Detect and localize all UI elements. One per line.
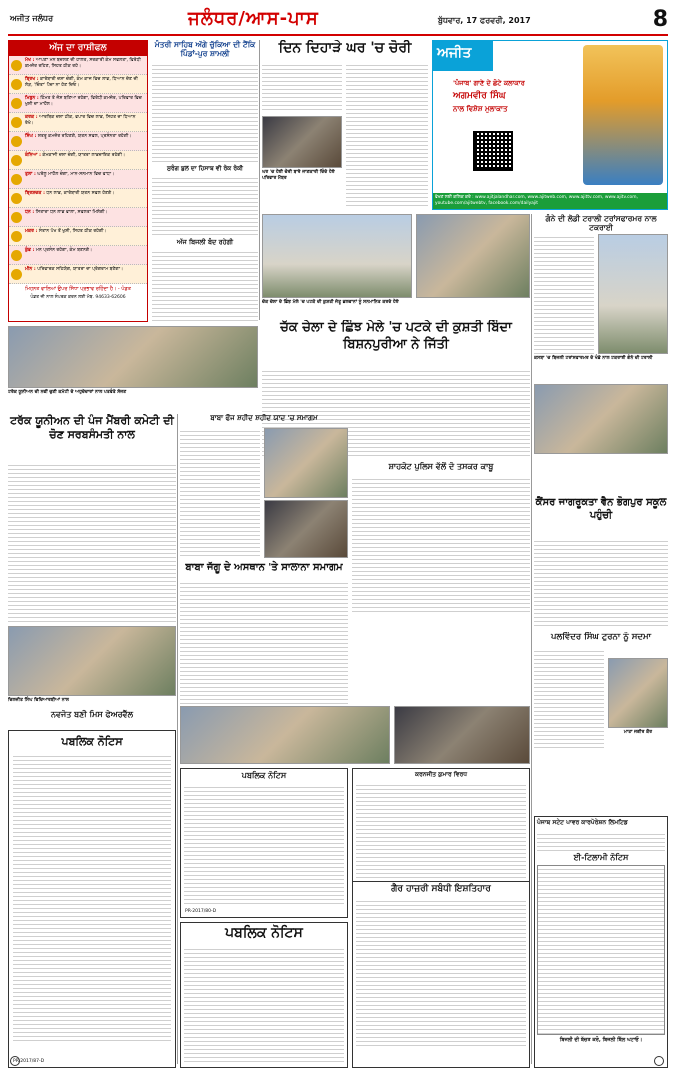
mantri-body-3 bbox=[152, 249, 258, 322]
rashifal-item bbox=[9, 189, 147, 208]
chori-body-b bbox=[346, 62, 428, 208]
cancer-body bbox=[534, 538, 668, 628]
union-headline-block bbox=[8, 414, 176, 460]
union-group-photo bbox=[8, 326, 258, 388]
pspcl-title: ਪੰਜਾਬ ਸਟੇਟ ਪਾਵਰ ਕਾਰਪੋਰੇਸ਼ਨ ਲਿਮਟਿਡ bbox=[537, 819, 628, 826]
rashifal-footer: ਮਿਹਨਤ ਵਾਲਿਆਂ ਉਪਰ ਸਿੱਧਾ ਪ੍ਰਭਾਵ ਰਹਿੰਦਾ ਹੈ। - ਪੰਡਤ bbox=[25, 286, 131, 293]
court-notice-title: ਕਰਨਜੀਤ ਕੁਮਾਰ ਵਿਰਧ bbox=[415, 771, 467, 778]
chori-photo bbox=[262, 116, 342, 168]
cancer-headline: ਕੈਂਸਰ ਜਾਗਰੂਕਤਾ ਵੈਨ ਭੋਗਪੁਰ ਸਕੂਲ ਪਹੁੰਚੀ bbox=[535, 497, 667, 521]
mela-story bbox=[180, 414, 348, 704]
public-notice-middle bbox=[180, 768, 348, 918]
rashifal-sign: ਸਿੰਘ : bbox=[25, 134, 37, 140]
trolley-photo bbox=[598, 234, 668, 354]
notice-ref-2: PR-2017/80-D bbox=[185, 909, 217, 915]
zodiac-sign-icon bbox=[11, 231, 22, 242]
rashifal-sign: ਕੰਨਿਆ : bbox=[25, 153, 41, 159]
rashifal-sign: ਮੀਨ : bbox=[25, 267, 36, 273]
mela-photo-1 bbox=[264, 428, 348, 498]
rashifal-item bbox=[9, 227, 147, 246]
zodiac-sign-icon bbox=[11, 79, 22, 90]
public-notice-title-1: ਪਬਲਿਕ ਨੋਟਿਸ bbox=[61, 735, 123, 748]
trolley-body bbox=[534, 234, 594, 354]
pspcl-table bbox=[537, 865, 665, 1035]
pspcl-notice bbox=[534, 816, 668, 1068]
ajit-brand: ਅਜੀਤ bbox=[433, 41, 493, 71]
page-header bbox=[8, 6, 668, 36]
school-photo bbox=[8, 626, 176, 696]
rashifal-item bbox=[9, 170, 147, 189]
pspcl-address bbox=[537, 831, 665, 851]
ajit-web-label: ਵੇਖਣ ਲਈ ਕਲਿਕ ਕਰੋ : bbox=[435, 195, 474, 200]
ghair-hazri-body bbox=[356, 898, 526, 1048]
column-rule-2 bbox=[177, 414, 178, 1064]
issue-date: ਬੁੱਧਵਾਰ, 17 ਫਰਵਰੀ, 2017 bbox=[438, 16, 531, 25]
rashifal-text: ਹਿੰਮਤ ਤੇ ਜੋਸ਼ ਬਣਿਆ ਰਹੇਗਾ, ਵਿਰੋਧੀ ਕਮਜ਼ੋਰ, ਪਰਿਵਾਰ ਵਿਚ ਖੁਸ਼ੀ ਦਾ ਮਾਹੌਲ। bbox=[25, 96, 142, 107]
public-notice-body-2 bbox=[184, 784, 344, 904]
rashifal-sign: ਧਨ : bbox=[25, 210, 35, 216]
zodiac-sign-icon bbox=[11, 60, 22, 71]
column-rule-1 bbox=[259, 40, 260, 320]
trolley-headline: ਗੰਨੇ ਦੀ ਲੋਡੀ ਟਰਾਲੀ ਟਰਾਂਸਫਾਰਮਰ ਨਾਲ ਟਕਰਾਈ bbox=[545, 214, 657, 233]
ghair-hazri-title: ਗੈਰ ਹਾਜ਼ਰੀ ਸਬੰਧੀ ਇਸ਼ਤਿਹਾਰ bbox=[391, 883, 491, 894]
rashifal-item bbox=[9, 113, 147, 132]
rashifal-text: ਸੰਤਾਨ ਪੱਖ ਤੋਂ ਖੁਸ਼ੀ, ਸਿਹਤ ਠੀਕ ਰਹੇਗੀ। bbox=[38, 229, 107, 235]
mela-subhead: ਬਾਬਾ ਫੌਜ ਸ਼ਹੀਦ ਸ਼ਹੀਦ ਯਾਦ 'ਚ ਸਮਾਗਮ bbox=[210, 414, 318, 422]
pspcl-tender-title: ਈ-ਟਿਲਾਮੀ ਨੋਟਿਸ bbox=[573, 852, 629, 862]
cancer-headline-block bbox=[534, 496, 668, 536]
ajit-web-links[interactable] bbox=[433, 193, 668, 209]
rashifal-text: ਸਿਤਾਰਾ ਧਨ ਲਾਭ ਵਾਲਾ, ਸਫਲਤਾ ਮਿਲੇਗੀ। bbox=[35, 210, 108, 216]
zodiac-sign-icon bbox=[11, 155, 22, 166]
rashifal-sign: ਬ੍ਰਿਸ਼ਚਕ : bbox=[25, 191, 45, 197]
rashifal-item bbox=[9, 56, 147, 75]
ajit-webtv-ad bbox=[432, 40, 668, 210]
mela-headline: ਬਾਬਾ ਜੱਗੂ ਦੇ ਅਸਥਾਨ 'ਤੇ ਸਾਲਾਨਾ ਸਮਾਗਮ bbox=[185, 562, 343, 573]
police-body bbox=[352, 476, 530, 612]
police-story bbox=[352, 462, 530, 612]
death-story bbox=[534, 632, 668, 812]
rashifal-contact: ਪੰਡਤ ਜੀ ਨਾਲ ਸੰਪਰਕ ਕਰਨ ਲਈ ਮੋਬ. 94633-62606 bbox=[30, 294, 126, 300]
zodiac-sign-icon bbox=[11, 136, 22, 147]
rashifal-sign: ਮੇਖ : bbox=[25, 58, 35, 64]
rashifal-list bbox=[9, 56, 147, 284]
zodiac-sign-icon bbox=[11, 250, 22, 261]
rashifal-text: ਮਨ ਪ੍ਰਸੰਨ ਰਹੇਗਾ, ਕੰਮ ਬਣਨਗੇ। bbox=[35, 248, 93, 254]
ajit-web-urls[interactable]: www.ajitjalandhar.com, www.ajitweb.com, www.ajittv.com, www.ajitv.com, youtube.com/ajitwebtv, facebook.com/dailyajit bbox=[435, 195, 638, 206]
zodiac-sign-icon bbox=[11, 98, 22, 109]
death-body bbox=[534, 648, 604, 748]
court-notice-body bbox=[356, 782, 526, 878]
rashifal-sign: ਮਿਥੁਨ : bbox=[25, 96, 39, 102]
mantri-body bbox=[152, 62, 258, 162]
school-caption: ਦਿਲਜੀਤ ਸਿੰਘ ਵਿਦਿਆਰਥੀਆਂ ਨਾਲ bbox=[8, 698, 70, 703]
cancer-van-photo bbox=[534, 384, 668, 454]
zodiac-sign-icon bbox=[11, 212, 22, 223]
mantri-body-2 bbox=[152, 175, 258, 235]
trolley-caption: ਕਸਬਾ 'ਚ ਬਿਜਲੀ ਟਰਾਂਸਫਾਰਮਰ ਦੇ ਖੰਭੇ ਨਾਲ ਟਕਰਾਈ ਗੰਨੇ ਦੀ ਟਰਾਲੀ bbox=[534, 356, 653, 361]
court-divider bbox=[353, 881, 529, 882]
rashifal-text: ਪਰਿਵਾਰਕ ਸਹਿਯੋਗ, ਯਾਤਰਾ ਦਾ ਪ੍ਰੋਗਰਾਮ ਬਣੇਗਾ। bbox=[37, 267, 124, 273]
union-photo-block bbox=[8, 326, 258, 406]
rashifal-item bbox=[9, 94, 147, 113]
kushti-photos bbox=[262, 214, 530, 318]
zodiac-sign-icon bbox=[11, 117, 22, 128]
rashifal-text: ਘਰੇਲੂ ਮਾਹੌਲ ਚੰਗਾ, ਮਾਨ-ਸਨਮਾਨ ਵਿਚ ਵਾਧਾ। bbox=[37, 172, 115, 178]
death-photo-label: ਮਾਤਾ ਜਗੀਰ ਕੌਰ bbox=[623, 730, 653, 735]
zodiac-sign-icon bbox=[11, 193, 22, 204]
qr-code-icon bbox=[473, 131, 513, 171]
ajit-ad-text1: 'ਪੰਜਾਬ' ਗਾਣੇ ਦੇ ਛੋਟੇ ਕਲਾਕਾਰ bbox=[453, 79, 525, 87]
rashifal-box bbox=[8, 40, 148, 322]
public-notice-left bbox=[8, 730, 176, 1068]
kushti-caption: ਚੱਕ ਚੇਲਾ ਦੇ ਛਿੰਝ ਮੇਲੇ 'ਚ ਪਟਕੇ ਦੀ ਕੁਸ਼ਤੀ ਜੇਤੂ ਭਲਵਾਨਾਂ ਨੂੰ ਸਨਮਾਨਿਤ ਕਰਦੇ ਹੋਏ bbox=[262, 300, 399, 305]
rashifal-sign: ਕੁੰਭ : bbox=[25, 248, 35, 254]
rashifal-text: ਸ਼ਤਰੂ ਕਮਜ਼ੋਰ ਰਹਿਣਗੇ, ਯਤਨ ਸਫਲ, ਪ੍ਰਸੰਨਤਾ ਰਹੇਗੀ। bbox=[37, 134, 132, 140]
notice-ref-1: PR-2017/87-D bbox=[13, 1059, 45, 1065]
mantri-story bbox=[152, 40, 258, 322]
rashifal-item bbox=[9, 265, 147, 284]
zodiac-sign-icon bbox=[11, 269, 22, 280]
school-headline: ਨਵਜੋਤ ਬਣੀ ਮਿਸ ਫੇਅਰਵੈੱਲ bbox=[51, 710, 133, 719]
police-headline: ਸ਼ਾਹਕੋਟ ਪੁਲਿਸ ਵੱਲੋਂ ਦੋ ਤਸਕਰ ਕਾਬੂ bbox=[388, 462, 494, 471]
rashifal-sign: ਬ੍ਰਿਖ : bbox=[25, 77, 39, 83]
kushti-photo-2 bbox=[416, 214, 530, 298]
rashifal-item bbox=[9, 151, 147, 170]
rashifal-sign: ਕਰਕ : bbox=[25, 115, 38, 121]
death-headline: ਪਲਵਿੰਦਰ ਸਿੰਘ ਟੁਰਨਾ ਨੂੰ ਸਦਮਾ bbox=[550, 632, 652, 642]
chori-headline: ਦਿਨ ਦਿਹਾੜੇ ਘਰ 'ਚ ਚੋਰੀ bbox=[278, 40, 412, 56]
ajit-ad-name: ਅਗਮਵੀਰ ਸਿੰਘ bbox=[453, 91, 506, 101]
rashifal-title: ਅੱਜ ਦਾ ਰਾਸ਼ੀਫਲ bbox=[9, 41, 147, 56]
zodiac-sign-icon bbox=[11, 174, 22, 185]
rashifal-sign: ਮਕਰ : bbox=[25, 229, 38, 235]
union-headline: ਟਰੱਕ ਯੂਨੀਅਨ ਦੀ ਪੰਜ ਮੈਂਬਰੀ ਕਮੇਟੀ ਦੀ ਚੋਣ ਸਰਬਸੰਮਤੀ ਨਾਲ bbox=[10, 414, 174, 442]
mantri-subhead1: ਸੁਰੰਗ ਬੁਲ ਦਾ ਹਿਸਾਬ ਵੀ ਰੋਕ ਰੋਕੀ bbox=[167, 164, 243, 172]
masthead-left: ਅਜੀਤ ਜਲੰਧਰ bbox=[10, 14, 54, 23]
rashifal-sign: ਤੁਲਾ : bbox=[25, 172, 36, 178]
court-notices bbox=[352, 768, 530, 1068]
kushti-photo-1 bbox=[262, 214, 412, 298]
mela-body-a bbox=[180, 428, 260, 558]
child-artist-photo bbox=[583, 45, 663, 185]
death-photo bbox=[608, 658, 668, 728]
chori-story bbox=[262, 40, 428, 210]
trolley-story bbox=[534, 214, 668, 492]
public-notice-title-2: ਪਬਲਿਕ ਨੋਟਿਸ bbox=[241, 771, 287, 780]
kushti-headline-block bbox=[262, 320, 530, 366]
public-notice-body-3 bbox=[184, 946, 344, 1062]
rashifal-text: ਆਪਣਾ ਮਨ ਬਦਲਣ ਦੀ ਹਾਲਤ, ਸਰਕਾਰੀ ਕੰਮ ਸਫਲਤਾ, ਵਿਰੋਧੀ ਕਮਜ਼ੋਰ ਰਹਿਣ, ਸਿਹਤ ਠੀਕ ਰਹੇ। bbox=[25, 58, 141, 69]
union-photo-caption: ਟਰੱਕ ਯੂਨੀਅਨ ਦੀ ਨਵੀਂ ਚੁਣੀ ਕਮੇਟੀ ਦੇ ਅਹੁਦੇਦਾਰਾਂ ਨਾਲ ਪਤਵੰਤੇ ਸੱਜਣ bbox=[8, 390, 127, 395]
rashifal-item bbox=[9, 75, 147, 94]
gurdwara-photo bbox=[180, 706, 390, 764]
page-number: 8 bbox=[652, 7, 668, 32]
chori-caption: ਘਰ 'ਚ ਹੋਈ ਚੋਰੀ ਬਾਰੇ ਜਾਣਕਾਰੀ ਦਿੰਦੇ ਹੋਏ ਪਰਿਵਾਰ ਮੈਂਬਰ bbox=[262, 170, 335, 181]
union-body bbox=[8, 462, 176, 622]
mela-body-b bbox=[180, 580, 348, 704]
rashifal-text: ਧਨ ਲਾਭ, ਕਾਰੋਬਾਰੀ ਯਤਨ ਸਫਲ ਹੋਣਗੇ। bbox=[46, 191, 115, 197]
mantri-headline: ਮੰਤਰੀ ਸਾਹਿਬ ਅੱਗੇ ਚੁੱਕਿਆ ਦੀ ਟੈਂਕਿ ਪਿੰਡਾਂ-ਪੁਰ ਸ਼ਾਮਲੀ bbox=[154, 40, 256, 59]
rashifal-item bbox=[9, 246, 147, 265]
pspcl-footer: ਬਿਜਲੀ ਦੀ ਬੱਚਤ ਕਰੋ, ਬਿਜਲੀ ਬਿੱਲ ਘਟਾਓ। bbox=[559, 1036, 643, 1043]
registration-mark-icon bbox=[654, 1056, 664, 1066]
section-title: ਜਲੰਧਰ/ਆਸ-ਪਾਸ bbox=[188, 8, 319, 29]
rashifal-text: ਕੰਮਕਾਜੀ ਦਸ਼ਾ ਚੰਗੀ, ਯਾਤਰਾ ਲਾਭਦਾਇਕ ਰਹੇਗੀ। bbox=[42, 153, 126, 159]
mela-photo-2 bbox=[264, 500, 348, 558]
kushti-headline: ਚੱਕ ਚੇਲਾ ਦੇ ਛਿੰਝ ਮੇਲੇ 'ਚ ਪਟਕੇ ਦੀ ਕੁਸ਼ਤੀ ਬਿੰਦਾ ਬਿਸ਼ਨਪੁਰੀਆ ਨੇ ਜਿੱਤੀ bbox=[280, 320, 512, 352]
public-notice-bottom bbox=[180, 922, 348, 1068]
public-notice-title-3: ਪਬਲਿਕ ਨੋਟਿਸ bbox=[225, 925, 303, 941]
school-story bbox=[8, 626, 176, 726]
mahant-photo bbox=[394, 706, 530, 764]
ajit-ad-text2: ਨਾਲ ਵਿਸ਼ੇਸ਼ ਮੁਲਾਕਾਤ bbox=[453, 105, 508, 113]
public-notice-body-1 bbox=[13, 753, 171, 1043]
newspaper-page bbox=[8, 6, 668, 1068]
rashifal-item bbox=[9, 208, 147, 227]
chori-body-a bbox=[262, 62, 342, 112]
registration-mark-icon bbox=[10, 1056, 20, 1066]
mantri-subhead2: ਅੱਜ ਬਿਜਲੀ ਬੰਦ ਰਹੇਗੀ bbox=[176, 238, 234, 247]
rashifal-text: ਕਾਰੋਬਾਰੀ ਦਸ਼ਾ ਚੰਗੀ, ਕੰਮ ਕਾਜ ਵਿਚ ਲਾਭ, ਧਿਆਨ ਦੇਣ ਦੀ ਲੋੜ, 'ਚਿੰਤਾ' ਪੈਦਾ ਨਾ ਹੋਣ ਦਿਓ। bbox=[25, 77, 138, 88]
rashifal-item bbox=[9, 132, 147, 151]
rashifal-text: ਆਰਥਿਕ ਦਸ਼ਾ ਠੀਕ, ਵਪਾਰ ਵਿਚ ਲਾਭ, ਸਿਹਤ ਦਾ ਧਿਆਨ ਰੱਖੋ। bbox=[25, 115, 136, 126]
column-rule-3 bbox=[531, 214, 532, 1064]
